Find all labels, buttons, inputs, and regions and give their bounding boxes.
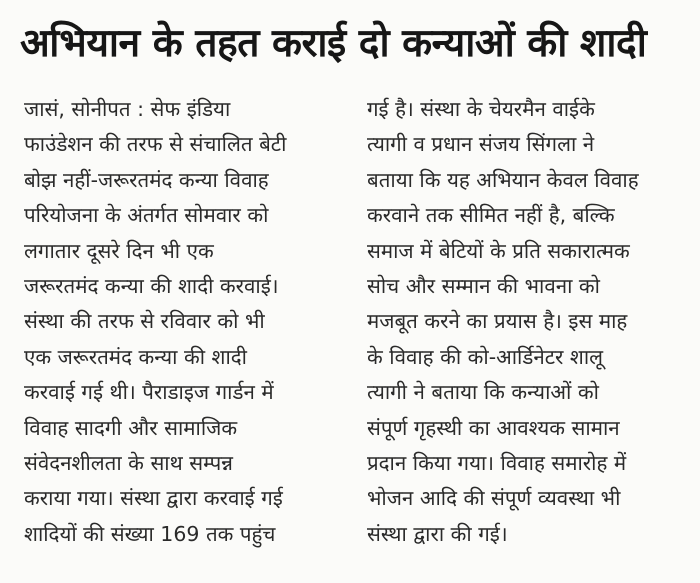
body-line: समाज में बेटियों के प्रति सकारात्मक [367, 238, 630, 263]
body-line: संस्था द्वारा की गई। [367, 521, 508, 546]
body-line: फाउंडेशन की तरफ से संचालित बेटी [24, 132, 287, 157]
article-column-right [367, 92, 677, 552]
body-line: जासं, सोनीपत : सेफ इंडिया [24, 97, 231, 121]
body-line: संस्था की तरफ से रविवार को भी [24, 309, 265, 334]
body-line: विवाह सादगी और सामाजिक [24, 415, 238, 440]
body-line: संवेदनशीलता के साथ सम्पन्न [24, 450, 233, 475]
body-line: भोजन आदि की संपूर्ण व्यवस्था भी [367, 486, 621, 511]
body-line: त्यागी व प्रधान संजय सिंगला ने [367, 132, 595, 157]
body-line: संपूर्ण गृहस्थी का आवश्यक सामान [367, 415, 620, 440]
body-line: के विवाह की को-आर्डिनेटर शालू [367, 344, 604, 369]
article-column-left [24, 92, 334, 552]
body-line: सोच और सम्मान की भावना को [367, 273, 600, 298]
body-line: जरूरतमंद कन्या की शादी करवाई। [24, 273, 279, 298]
body-line: परियोजना के अंतर्गत सोमवार को [24, 203, 269, 228]
body-line: बोझ नहीं-जरूरतमंद कन्या विवाह [24, 167, 269, 192]
body-line: एक जरूरतमंद कन्या की शादी [24, 344, 247, 369]
article-headline: अभियान के तहत कराई दो कन्याओं की शादी [20, 21, 647, 66]
body-line: त्यागी ने बताया कि कन्याओं को [367, 380, 599, 405]
body-line: बताया कि यह अभियान केवल विवाह [367, 167, 639, 192]
body-line: कराया गया। संस्था द्वारा करवाई गई [24, 486, 283, 511]
body-line: शादियों की संख्या 169 तक पहुंच [24, 521, 276, 546]
body-line: करवाने तक सीमित नहीं है, बल्कि [367, 203, 615, 228]
body-line: मजबूत करने का प्रयास है। इस माह [367, 309, 628, 334]
body-line: लगातार दूसरे दिन भी एक [24, 238, 214, 263]
body-line: करवाई गई थी। पैराडाइज गार्डन में [24, 380, 274, 405]
body-line: गई है। संस्था के चेयरमैन वाईके [367, 97, 595, 121]
body-line: प्रदान किया गया। विवाह समारोह में [367, 450, 627, 475]
